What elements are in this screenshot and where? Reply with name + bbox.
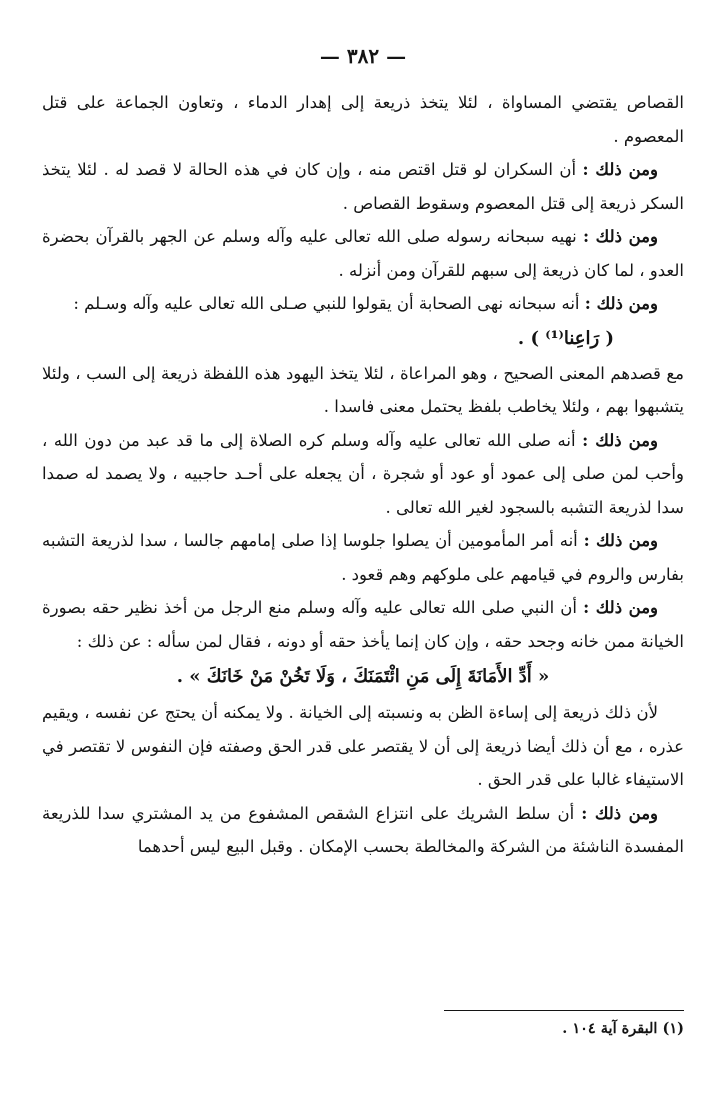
paragraph-lead: ومن ذلك :: [584, 294, 658, 313]
paragraph-8: [42, 591, 684, 658]
paragraph-text: أن سلط الشريك على انتزاع الشقص المشفوع من يد المشتري سدا للذريعة المفسدة الناشئة من الشركة والمخالطة بحسب الإمكان . وقبل البيع ليس أحدهما: [42, 803, 684, 856]
paragraph-text: أن النبي صلى الله تعالى عليه وآله وسلم منع الرجل من أخذ نظير حقه بصورة الخيانة ممن خانه وجحد حقه ، وإن كان إنما يأخذ حقه أو دونه ، فقال لمن سأله : عن ذلك :: [42, 598, 684, 651]
paragraph-text: أنه صلى الله تعالى عليه وآله وسلم كره الصلاة إلى ما قد عبد من دون الله ، وأحب لمن صلى إلى عمود أو عود أو شجرة ، أن يجعله على أحـد حاجبيه ، ولا يصمد له صمدا سدا لذريعة التشبه بالسجود لغير الله تعالى .: [42, 430, 684, 517]
hadith-quote-amana: « أَدِّ الأَمَانَةَ إِلَى مَنِ ائْتَمَنَكَ ، وَلَا تَخُنْ مَنْ خَانَكَ » .: [176, 666, 550, 687]
paragraph-text: لأن ذلك ذريعة إلى إساءة الظن به ونسبته إلى الخيانة . ولا يمكنه أن يحتج عن نفسه ، ويقيم عذره ، مع أن ذلك أيضا ذريعة إلى أن لا يقتصر على قدر الحق وصفته فإن النفوس لا تقتصر في الاستيفاء غالبا على قدر الحق .: [42, 703, 684, 789]
paragraph-lead: ومن ذلك :: [582, 430, 658, 450]
paragraph-lead: ومن ذلك :: [583, 598, 658, 617]
footnote: (١) البقرة آية ١٠٤ .: [562, 1020, 684, 1037]
paragraph-4: [42, 287, 684, 321]
paragraph-lead: ومن ذلك :: [582, 227, 658, 246]
paragraph-text: أنه سبحانه نهى الصحابة أن يقولوا للنبي صـلى الله تعالى عليه وآله وسـلم :: [73, 294, 585, 313]
paragraph-2: [42, 153, 684, 220]
paragraph-3: [42, 220, 684, 287]
paragraph-text: مع قصدهم المعنى الصحيح ، وهو المراعاة ، لئلا يتخذ اليهود هذه اللفظة ذريعة إلى السب ، ولئلا يتشبهوا بهم ، ولئلا يخاطب بلفظ يحتمل معنى فاسدا .: [42, 363, 684, 416]
paragraph-10: [42, 797, 684, 864]
paragraph-text: أنه أمر المأمومين أن يصلوا جلوسا إذا صلى إمامهم جالسا ، سدا لذريعة التشبه بفارس والروم في قيامهم على ملوكهم وهم قعود .: [42, 531, 684, 584]
paragraph-7: [42, 524, 684, 591]
paragraph-text: أن السكران لو قتل اقتص منه ، وإن كان في هذه الحالة لا قصد له . لئلا يتخذ السكر ذريعة إلى قتل المعصوم وسقوط القصاص .: [42, 160, 684, 213]
document-page: [42, 30, 684, 1080]
paragraph-lead: ومن ذلك :: [583, 531, 659, 550]
paragraph-text: القصاص يقتضي المساواة ، لئلا يتخذ ذريعة إلى إهدار الدماء ، وتعاون الجماعة على قتل المعصوم .: [42, 93, 684, 146]
paragraph-lead: ومن ذلك :: [581, 803, 659, 823]
footnote-divider: [444, 1010, 684, 1011]
paragraph-9: [42, 696, 684, 797]
paragraph-6: [42, 424, 684, 525]
quran-quote-raina: ( رَاعِنا⁽¹⁾ ) .: [517, 327, 614, 349]
paragraph-5: [42, 357, 684, 424]
paragraph-lead: ومن ذلك :: [582, 160, 658, 179]
paragraph-text: نهيه سبحانه رسوله صلى الله تعالى عليه وآله وسلم عن الجهر بالقرآن بحضرة العدو ، لما كان ذريعة إلى سبهم للقرآن ومن أنزله .: [42, 227, 684, 280]
paragraph-1: [42, 86, 684, 153]
page-number: — ٣٨٢ —: [319, 44, 407, 68]
